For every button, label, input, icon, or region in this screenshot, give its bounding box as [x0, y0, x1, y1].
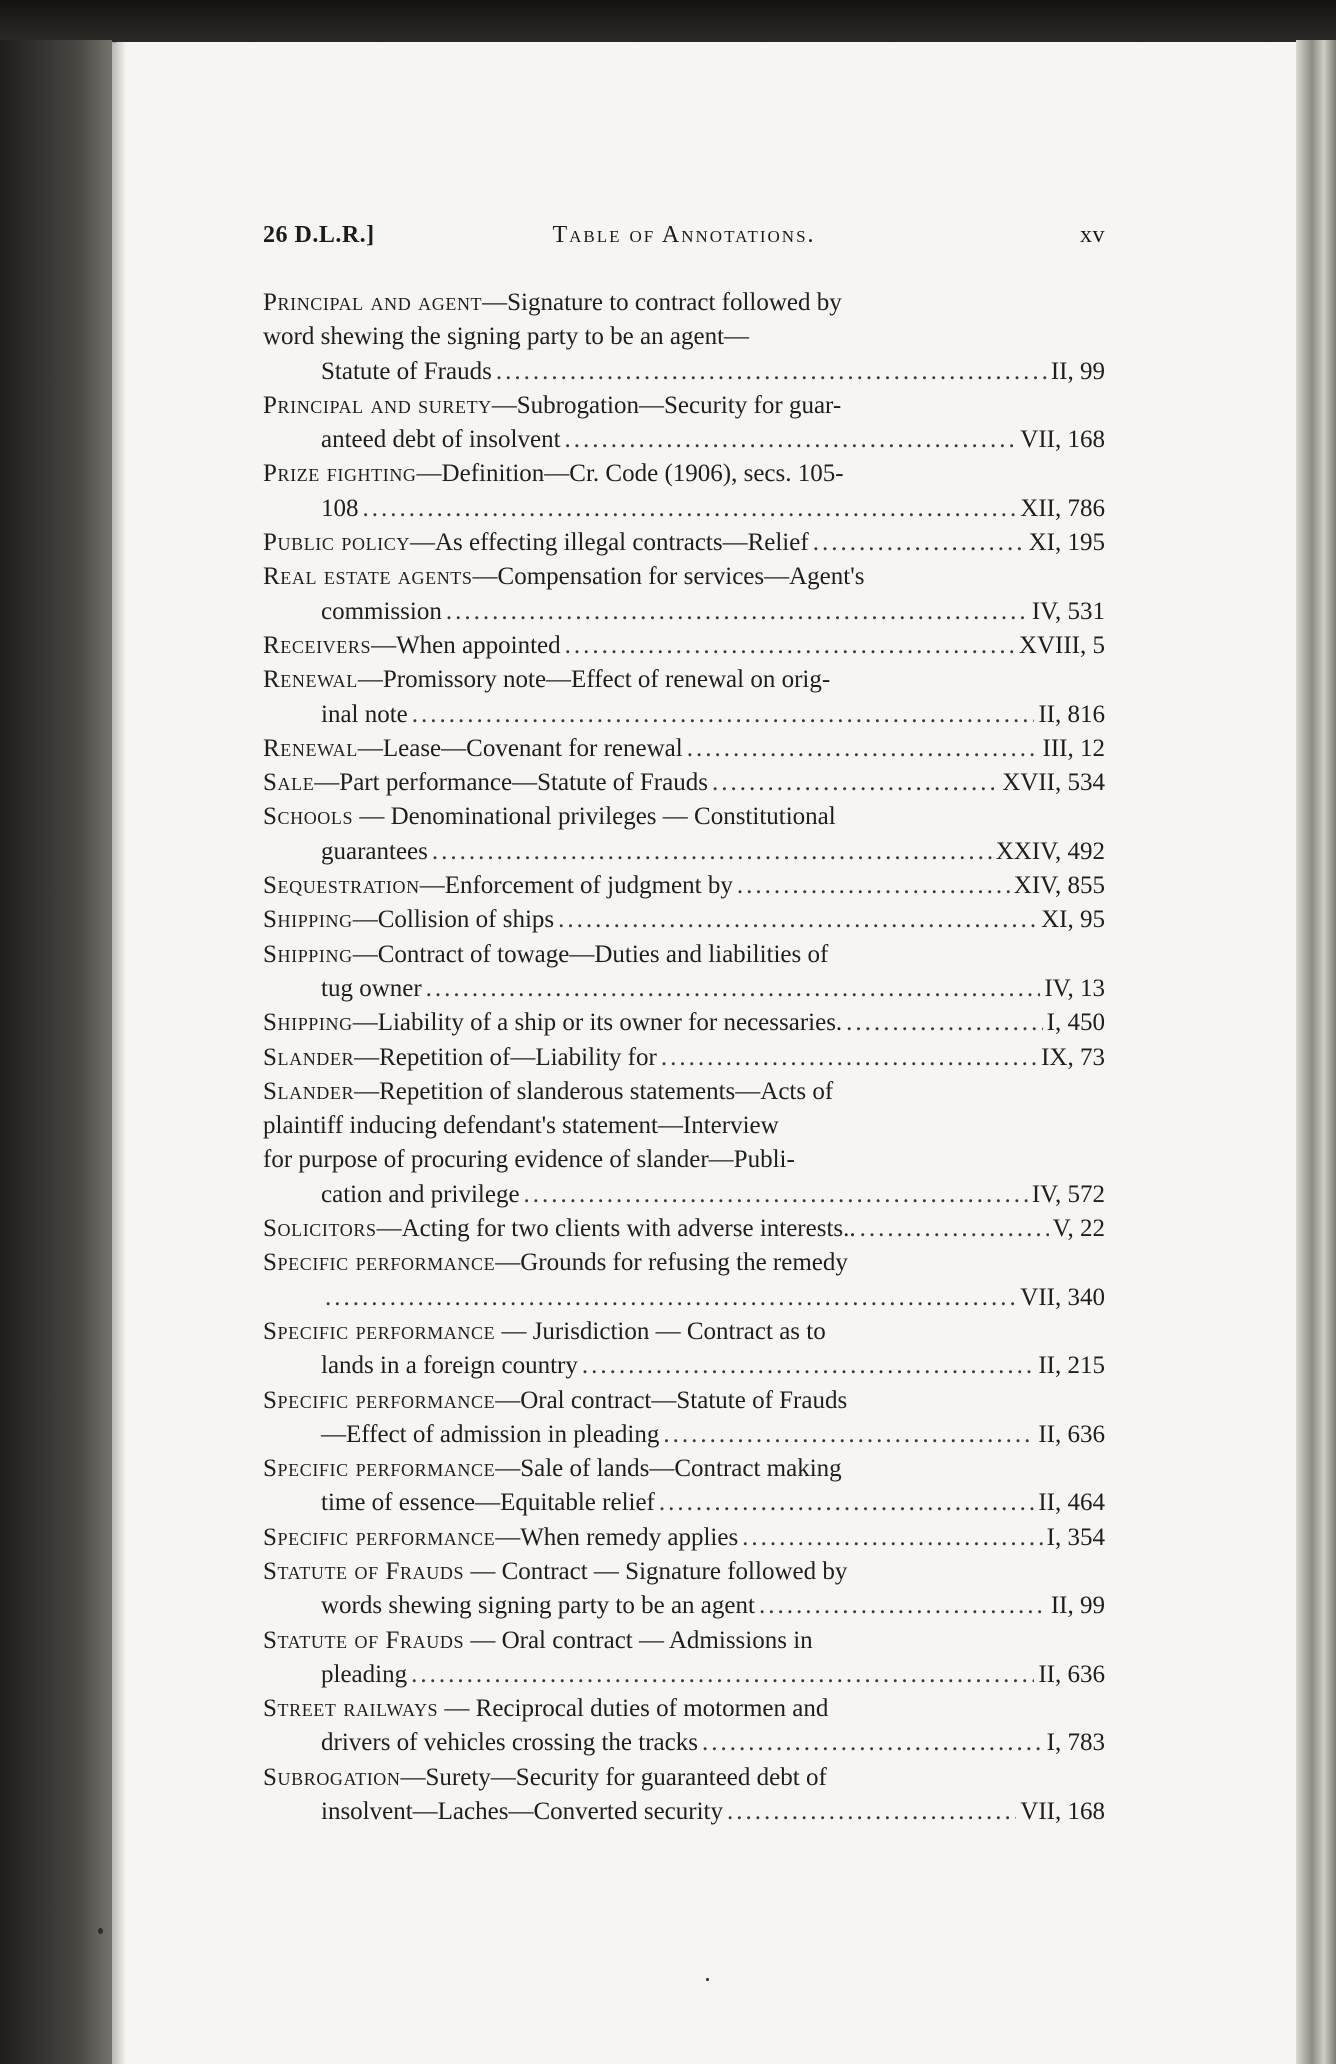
volume-page-reference: I, 354 [1046, 1523, 1105, 1551]
entry-term: Slander [263, 1077, 355, 1105]
entry-description: —Effect of admission in pleading [321, 1420, 660, 1448]
entry-term: Solicitors [263, 1215, 377, 1243]
dot-leader [759, 1589, 1047, 1623]
index-entry [263, 1315, 1105, 1384]
entry-description: — Jurisdiction — Contract as to [495, 1317, 826, 1345]
volume-page-reference: XI, 195 [1028, 529, 1105, 557]
facing-page-edge [0, 40, 112, 2064]
entry-line [263, 560, 1105, 594]
running-header [263, 222, 1105, 256]
entry-text [263, 766, 708, 800]
entry-text [263, 698, 408, 732]
volume-page-reference: IV, 572 [1031, 1180, 1105, 1208]
entry-line [263, 1384, 1105, 1418]
entry-description: —Part performance—Statute of Frauds [314, 769, 708, 797]
entry-text [263, 460, 844, 487]
entry-description: —Definition—Cr. Code (1906), secs. 105- [416, 460, 844, 488]
entry-description: —Surety—Security for guaranteed debt of [400, 1763, 827, 1791]
entry-last-line [263, 1178, 1105, 1212]
entry-term: Renewal [263, 734, 358, 762]
entry-text [263, 1455, 842, 1482]
volume-page-reference: I, 783 [1046, 1729, 1105, 1757]
entry-text [263, 1521, 738, 1555]
entry-text [263, 1249, 848, 1276]
dot-leader [846, 1006, 1043, 1040]
dot-leader [524, 1178, 1028, 1212]
entry-last-line [263, 492, 1105, 526]
entry-last-line [263, 1795, 1105, 1829]
index-entry [263, 1452, 1105, 1521]
entry-line [263, 1761, 1105, 1795]
entry-description: —Sale of lands—Contract making [495, 1455, 842, 1483]
entry-line [263, 800, 1105, 834]
entry-last-line [263, 1589, 1105, 1623]
entry-description: —Oral contract—Statute of Frauds [495, 1386, 848, 1414]
entry-description: commission [321, 597, 442, 625]
entry-term: Specific performance [263, 1455, 496, 1483]
entry-text [263, 1349, 578, 1383]
dot-leader [325, 1281, 1016, 1315]
index-entry [263, 629, 1105, 663]
index-entry [263, 1692, 1105, 1761]
dot-leader [412, 698, 1035, 732]
dot-leader [702, 1726, 1043, 1760]
entry-text [263, 289, 842, 316]
entry-last-line [263, 698, 1105, 732]
entry-last-line [263, 1658, 1105, 1692]
entry-last-line [263, 1041, 1105, 1075]
entry-text [263, 1726, 698, 1760]
entry-last-line [263, 595, 1105, 629]
entry-text [263, 1795, 723, 1829]
entry-description: —When remedy applies [495, 1523, 739, 1551]
volume-page-reference: IV, 531 [1031, 597, 1105, 625]
volume-page-reference: II, 99 [1050, 1592, 1105, 1620]
entry-description: —Compensation for services—Agent's [472, 563, 865, 591]
entry-line [263, 1246, 1105, 1280]
entry-line [263, 1315, 1105, 1349]
entry-text [263, 1695, 828, 1722]
entry-term: Statute of Frauds [263, 1626, 465, 1654]
dot-leader [565, 629, 1015, 663]
volume-page-reference: XII, 786 [1020, 494, 1105, 522]
entry-description: anteed debt of insolvent [321, 426, 561, 454]
entry-description: cation and privilege [321, 1180, 520, 1208]
entry-description: words shewing signing party to be an agent [321, 1592, 755, 1620]
entry-term: Renewal [263, 666, 358, 694]
entry-term: Shipping [263, 940, 353, 968]
entry-description: —Signature to contract followed by [482, 289, 842, 316]
entry-last-line [263, 972, 1105, 1006]
entry-last-line [263, 1521, 1105, 1555]
entry-last-line [263, 835, 1105, 869]
entry-text [263, 1558, 847, 1585]
entry-text [263, 869, 733, 903]
volume-page-reference: VII, 340 [1020, 1283, 1105, 1311]
dot-leader [446, 595, 1028, 629]
entry-last-line [263, 1212, 1105, 1246]
page-fore-edge [1296, 40, 1336, 2064]
dot-leader [742, 1521, 1043, 1555]
entry-last-line [263, 1349, 1105, 1383]
gutter-shadow [112, 42, 126, 2064]
volume-page-reference: II, 816 [1038, 700, 1105, 728]
volume-page-reference: VII, 168 [1020, 426, 1105, 454]
entry-text [263, 1078, 833, 1105]
entry-text [263, 1212, 856, 1246]
entry-description: —Repetition of—Liability for [354, 1043, 657, 1071]
entry-line [263, 320, 1105, 354]
dot-leader [687, 732, 1039, 766]
entry-term: Schools [263, 803, 354, 831]
index-entry [263, 903, 1105, 937]
entry-text [263, 666, 830, 693]
entry-description: —Lease—Covenant for renewal [357, 734, 683, 762]
entry-term: Principal and surety [263, 391, 492, 419]
index-entry [263, 1555, 1105, 1624]
entry-description: —Enforcement of judgment by [419, 872, 733, 900]
entry-description: for purpose of procuring evidence of slander—Publi- [263, 1146, 795, 1174]
entry-term: Specific performance [263, 1317, 496, 1345]
index-entry [263, 286, 1105, 389]
entry-description: —As effecting illegal contracts—Relief [409, 529, 809, 557]
entry-term: Real estate agents [263, 563, 473, 591]
dot-leader [860, 1212, 1049, 1246]
entry-text [263, 492, 359, 526]
entry-text [263, 423, 561, 457]
entry-line [263, 1109, 1105, 1143]
entry-line [263, 457, 1105, 491]
index-entry [263, 526, 1105, 560]
index-entry [263, 1624, 1105, 1693]
entry-last-line [263, 869, 1105, 903]
entry-last-line [263, 1281, 1105, 1315]
entry-text [263, 563, 864, 590]
entry-line [263, 1075, 1105, 1109]
entry-description: —Liability of a ship or its owner for necessaries. [352, 1009, 843, 1037]
entry-line [263, 1692, 1105, 1726]
entry-text [263, 1387, 847, 1414]
entry-description: — Oral contract — Admissions in [464, 1626, 813, 1654]
entry-text [263, 355, 492, 389]
volume-page-reference: II, 215 [1038, 1352, 1105, 1380]
entry-text [263, 732, 683, 766]
entry-term: Prize fighting [263, 460, 417, 488]
entry-text [263, 1589, 755, 1623]
index-entry [263, 1384, 1105, 1453]
entry-last-line [263, 1006, 1105, 1040]
dot-leader [496, 355, 1047, 389]
dot-leader [582, 1349, 1034, 1383]
header-title: Table of Annotations. [552, 222, 816, 248]
dot-leader [661, 1041, 1037, 1075]
entry-text [263, 1418, 659, 1452]
dot-leader [411, 1658, 1034, 1692]
entry-text [263, 1146, 795, 1173]
entry-text [263, 803, 836, 830]
volume-page-reference: XIV, 855 [1013, 872, 1105, 900]
entry-description: time of essence—Equitable relief [321, 1489, 655, 1517]
entry-description: —Grounds for refusing the remedy [495, 1249, 848, 1277]
index-entry [263, 457, 1105, 526]
entry-description: —Subrogation—Security for guar- [491, 391, 842, 419]
entry-text [263, 595, 442, 629]
entry-text [263, 323, 749, 350]
entry-text [263, 1658, 407, 1692]
entry-description: — Contract — Signature followed by [464, 1557, 848, 1585]
entry-text [263, 903, 554, 937]
entry-text [263, 1112, 779, 1139]
header-page-number: xv [1080, 222, 1105, 248]
volume-page-reference: IV, 13 [1044, 974, 1105, 1002]
index-entry [263, 732, 1105, 766]
entry-term: Sale [263, 769, 315, 797]
dot-leader [737, 869, 1010, 903]
index-entry [263, 1246, 1105, 1315]
entry-last-line [263, 903, 1105, 937]
entry-line [263, 1624, 1105, 1658]
entry-text [263, 392, 841, 419]
entry-description: —When appointed [371, 631, 561, 659]
entry-line [263, 1143, 1105, 1177]
entry-line [263, 938, 1105, 972]
entry-text [263, 1178, 520, 1212]
entry-last-line [263, 423, 1105, 457]
entry-term: Receivers [263, 631, 372, 659]
entry-line [263, 1555, 1105, 1589]
dot-leader [813, 526, 1025, 560]
entry-description: tug owner [321, 974, 422, 1002]
dot-leader [363, 492, 1017, 526]
entry-text [263, 1627, 813, 1654]
dot-leader [663, 1418, 1034, 1452]
entry-term: Specific performance [263, 1386, 496, 1414]
entry-term: Subrogation [263, 1763, 401, 1791]
entry-term: Street railways [263, 1695, 439, 1723]
entry-term: Shipping [263, 906, 353, 934]
volume-page-reference: II, 99 [1050, 357, 1105, 385]
index-entry [263, 800, 1105, 869]
entry-term: Specific performance [263, 1523, 496, 1551]
volume-page-reference: II, 464 [1038, 1489, 1105, 1517]
entry-term: Shipping [263, 1009, 353, 1037]
index-entry [263, 869, 1105, 903]
entry-description: —Contract of towage—Duties and liabilities of [352, 940, 829, 968]
index-entry [263, 560, 1105, 629]
entry-text [263, 1041, 657, 1075]
entry-line [263, 389, 1105, 423]
entry-description: —Collision of ships [352, 906, 555, 934]
index-entry [263, 663, 1105, 732]
entry-description: inal note [321, 700, 408, 728]
entry-line [263, 286, 1105, 320]
entry-description: lands in a foreign country [321, 1352, 578, 1380]
volume-page-reference: I, 450 [1046, 1009, 1105, 1037]
entry-text [263, 629, 561, 663]
entry-last-line [263, 1486, 1105, 1520]
volume-page-reference: XVII, 534 [1002, 769, 1105, 797]
index-entry [263, 1006, 1105, 1040]
entry-last-line [263, 629, 1105, 663]
entry-description: —Promissory note—Effect of renewal on orig- [357, 666, 831, 694]
header-volume: 26 D.L.R.] [263, 222, 375, 248]
index-entry [263, 389, 1105, 458]
entry-last-line [263, 732, 1105, 766]
volume-page-reference: II, 636 [1038, 1660, 1105, 1688]
volume-page-reference: XVIII, 5 [1018, 631, 1105, 659]
volume-page-reference: III, 12 [1042, 734, 1105, 762]
dot-leader [727, 1795, 1016, 1829]
entry-last-line [263, 526, 1105, 560]
entry-text [263, 1486, 655, 1520]
entry-description: drivers of vehicles crossing the tracks [321, 1729, 698, 1757]
volume-page-reference: XXIV, 492 [995, 837, 1105, 865]
index-entry [263, 1041, 1105, 1075]
index-entry [263, 1075, 1105, 1212]
index-entry [263, 1761, 1105, 1830]
entry-text [263, 972, 422, 1006]
entry-term: Statute of Frauds [263, 1557, 465, 1585]
entry-term: Sequestration [263, 872, 420, 900]
volume-page-reference: VII, 168 [1020, 1798, 1105, 1826]
entry-line [263, 1452, 1105, 1486]
dot-leader [659, 1486, 1034, 1520]
index-entry [263, 1212, 1105, 1246]
entry-term: Public policy [263, 529, 410, 557]
entry-description: 108 [321, 494, 359, 522]
entry-description: plaintiff inducing defendant's statement—Interview [263, 1112, 779, 1140]
dot-leader [712, 766, 998, 800]
entry-text [263, 1318, 826, 1345]
entry-text [263, 1764, 827, 1791]
entry-last-line [263, 1418, 1105, 1452]
entry-description: guarantees [321, 837, 428, 865]
entry-last-line [263, 355, 1105, 389]
entry-text [263, 835, 428, 869]
index-entry [263, 1521, 1105, 1555]
entry-line [263, 663, 1105, 697]
annotation-index [263, 286, 1105, 1829]
entry-term: Principal and agent [263, 289, 483, 316]
dot-leader [558, 903, 1037, 937]
entry-description: pleading [321, 1660, 408, 1688]
entry-description: — Reciprocal duties of motormen and [438, 1695, 829, 1723]
entry-text [263, 1006, 842, 1040]
entry-description: —Repetition of slanderous statements—Acts of [354, 1077, 834, 1105]
dot-leader [426, 972, 1041, 1006]
entry-text [263, 941, 828, 968]
print-speck [98, 1928, 103, 1934]
entry-last-line [263, 1726, 1105, 1760]
volume-page-reference: II, 636 [1038, 1420, 1105, 1448]
print-speck [706, 1978, 709, 1981]
index-entry [263, 938, 1105, 1007]
volume-page-reference: IX, 73 [1041, 1043, 1105, 1071]
entry-description: —Acting for two clients with adverse interests.. [376, 1215, 856, 1243]
entry-description: Statute of Frauds [321, 357, 492, 385]
index-entry [263, 766, 1105, 800]
volume-page-reference: V, 22 [1052, 1215, 1105, 1243]
entry-term: Slander [263, 1043, 355, 1071]
entry-text [263, 526, 809, 560]
dot-leader [432, 835, 992, 869]
entry-description: — Denominational privileges — Constitutional [353, 803, 836, 831]
entry-description: insolvent—Laches—Converted security [321, 1798, 723, 1826]
entry-last-line [263, 766, 1105, 800]
entry-term: Specific performance [263, 1249, 496, 1277]
volume-page-reference: XI, 95 [1041, 906, 1105, 934]
dot-leader [565, 423, 1017, 457]
entry-description: word shewing the signing party to be an agent— [263, 323, 750, 351]
